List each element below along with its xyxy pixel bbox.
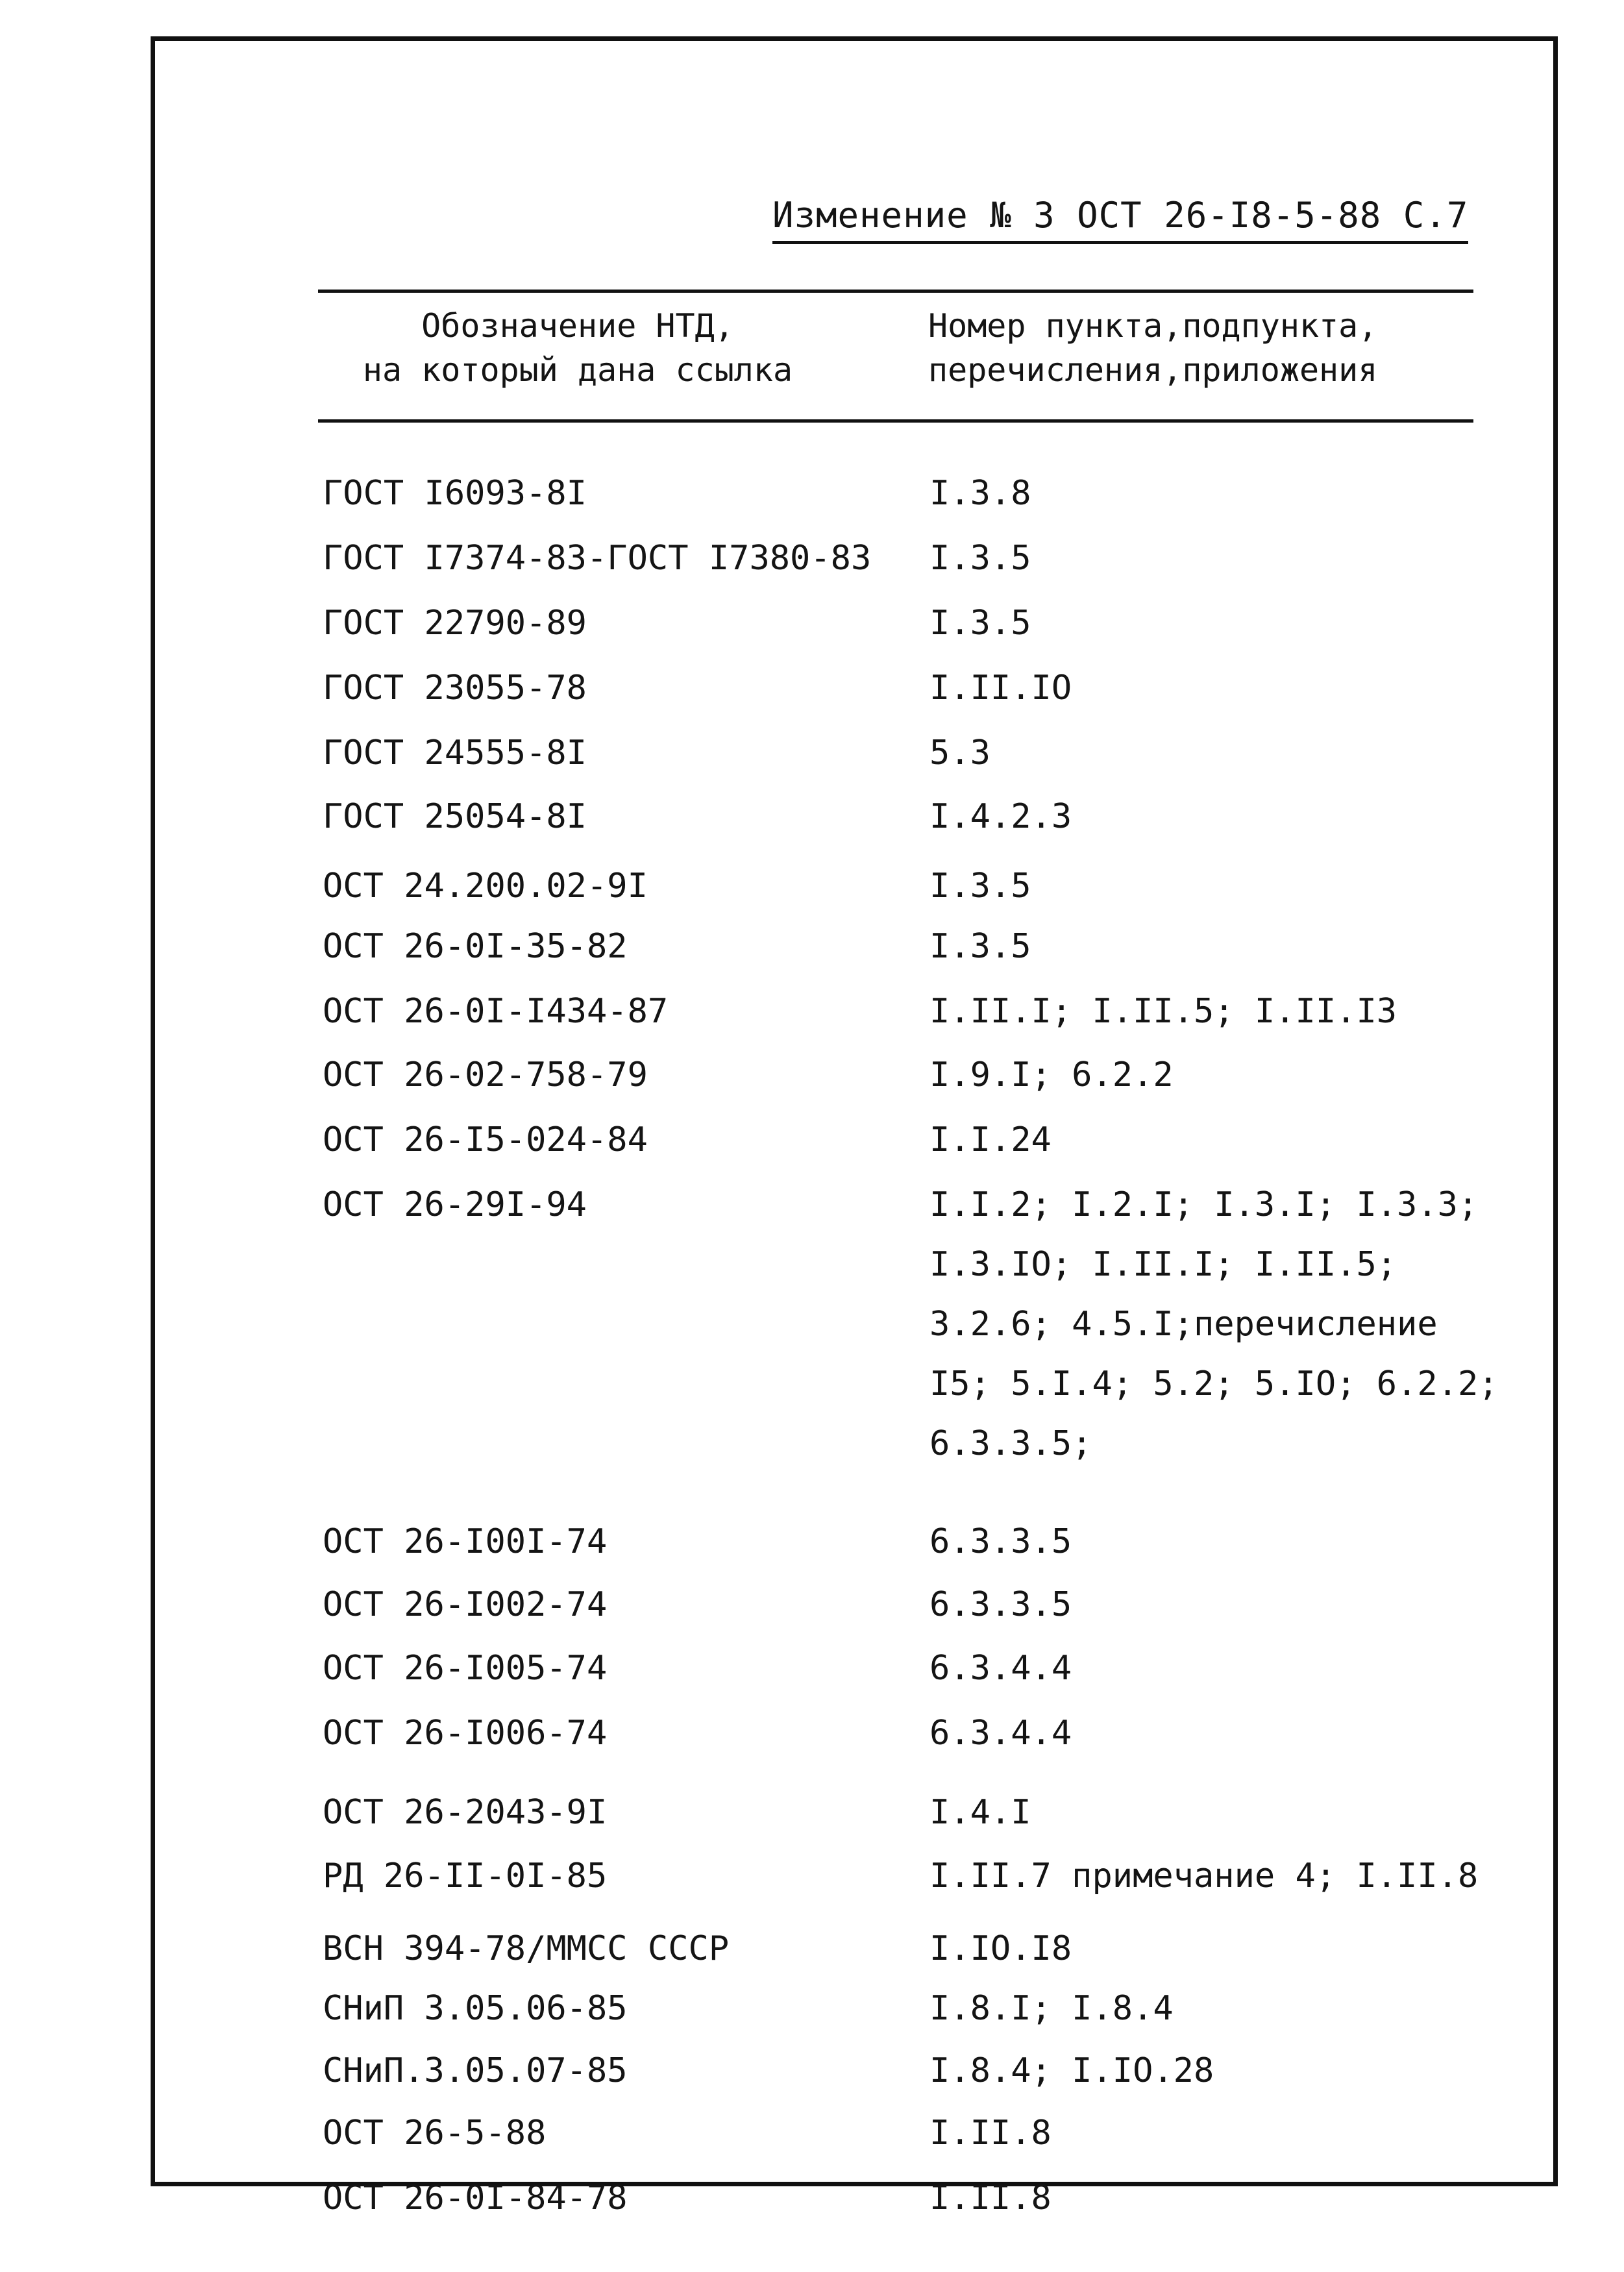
table-row-reference: ОСТ 26-I005-74 (323, 1649, 608, 1688)
table-row-points: I.3.5 (929, 604, 1031, 643)
table-row-points: I.3.5 (929, 539, 1031, 578)
table-row-reference: ГОСТ 25054-8I (323, 797, 587, 836)
table-row-reference: ГОСТ I6093-8I (323, 474, 587, 513)
table-row-reference: ОСТ 26-2043-9I (323, 1793, 608, 1832)
table-row-points: I.II.I; I.II.5; I.II.I3 (929, 992, 1397, 1031)
table-row-reference: ГОСТ I7374-83-ГОСТ I7380-83 (323, 539, 872, 578)
table-row-reference: СНиП 3.05.06-85 (323, 1989, 628, 2028)
table-row-reference: ОСТ 26-5-88 (323, 2114, 547, 2153)
table-row-reference: ОСТ 26-02-758-79 (323, 1056, 648, 1094)
table-row-points: 5.3 (929, 734, 990, 772)
table-row-points: I.4.I (929, 1793, 1031, 1832)
table-row-points: I.II.8 (929, 2114, 1052, 2153)
table-row-reference: ОСТ 26-0I-I434-87 (323, 992, 669, 1031)
table-row-reference: ГОСТ 22790-89 (323, 604, 587, 643)
table-row-points: I.II.8 (929, 2179, 1052, 2217)
table-row-points: 6.3.3.5 (929, 1522, 1072, 1561)
table-row-points: 6.3.4.4 (929, 1714, 1072, 1753)
table-row-reference: ОСТ 24.200.02-9I (323, 867, 648, 906)
table-row-points: 6.3.3.5 (929, 1585, 1072, 1624)
table-row-points: I.3.IO; I.II.I; I.II.5; (929, 1245, 1397, 1284)
table-row-points: I.II.IO (929, 669, 1072, 708)
table-row-points: I.I.24 (929, 1120, 1052, 1159)
table-row-points: I.4.2.3 (929, 797, 1072, 836)
column-header-reference-line2: на который дана ссылка (362, 351, 793, 389)
table-row-points: 6.3.4.4 (929, 1649, 1072, 1688)
table-row-reference: ОСТ 26-I5-024-84 (323, 1120, 648, 1159)
table-row-reference: ГОСТ 23055-78 (323, 669, 587, 708)
table-row-reference: ОСТ 26-29I-94 (323, 1185, 587, 1224)
table-row-reference: РД 26-II-0I-85 (323, 1857, 608, 1895)
table-row-points: I.9.I; 6.2.2 (929, 1056, 1174, 1094)
page-header: Изменение № 3 ОСТ 26-I8-5-88 С.7 (772, 195, 1468, 244)
table-row-reference: ОСТ 26-0I-84-78 (323, 2179, 628, 2217)
table-row-points: I.8.I; I.8.4 (929, 1989, 1174, 2028)
table-row-points: I.I.2; I.2.I; I.3.I; I.3.3; (929, 1185, 1479, 1224)
column-header-points-line1: Номер пункта,подпункта, (928, 307, 1378, 345)
column-header-reference-line1: Обозначение НТД, (421, 307, 734, 345)
table-row-points: I.3.5 (929, 867, 1031, 906)
table-row-points: I.IO.I8 (929, 1929, 1072, 1968)
table-row-reference: ГОСТ 24555-8I (323, 734, 587, 772)
table-row-points: I5; 5.I.4; 5.2; 5.IO; 6.2.2; (929, 1364, 1499, 1403)
table-row-points: I.3.8 (929, 474, 1031, 513)
table-row-reference: ВСН 394-78/ММСС СССР (323, 1929, 730, 1968)
table-row-reference: ОСТ 26-I002-74 (323, 1585, 608, 1624)
table-row-points: I.3.5 (929, 927, 1031, 966)
table-row-reference: ОСТ 26-0I-35-82 (323, 927, 628, 966)
table-row-reference: СНиП.3.05.07-85 (323, 2051, 628, 2090)
table-row-points: 6.3.3.5; (929, 1424, 1092, 1463)
table-row-points: I.II.7 примечание 4; I.II.8 (929, 1857, 1479, 1895)
column-header-points-line2: перечисления,приложения (928, 351, 1378, 389)
table-row-points: 3.2.6; 4.5.I;перечисление (929, 1305, 1438, 1344)
table-row-reference: ОСТ 26-I00I-74 (323, 1522, 608, 1561)
table-row-reference: ОСТ 26-I006-74 (323, 1714, 608, 1753)
table-row-points: I.8.4; I.IO.28 (929, 2051, 1214, 2090)
